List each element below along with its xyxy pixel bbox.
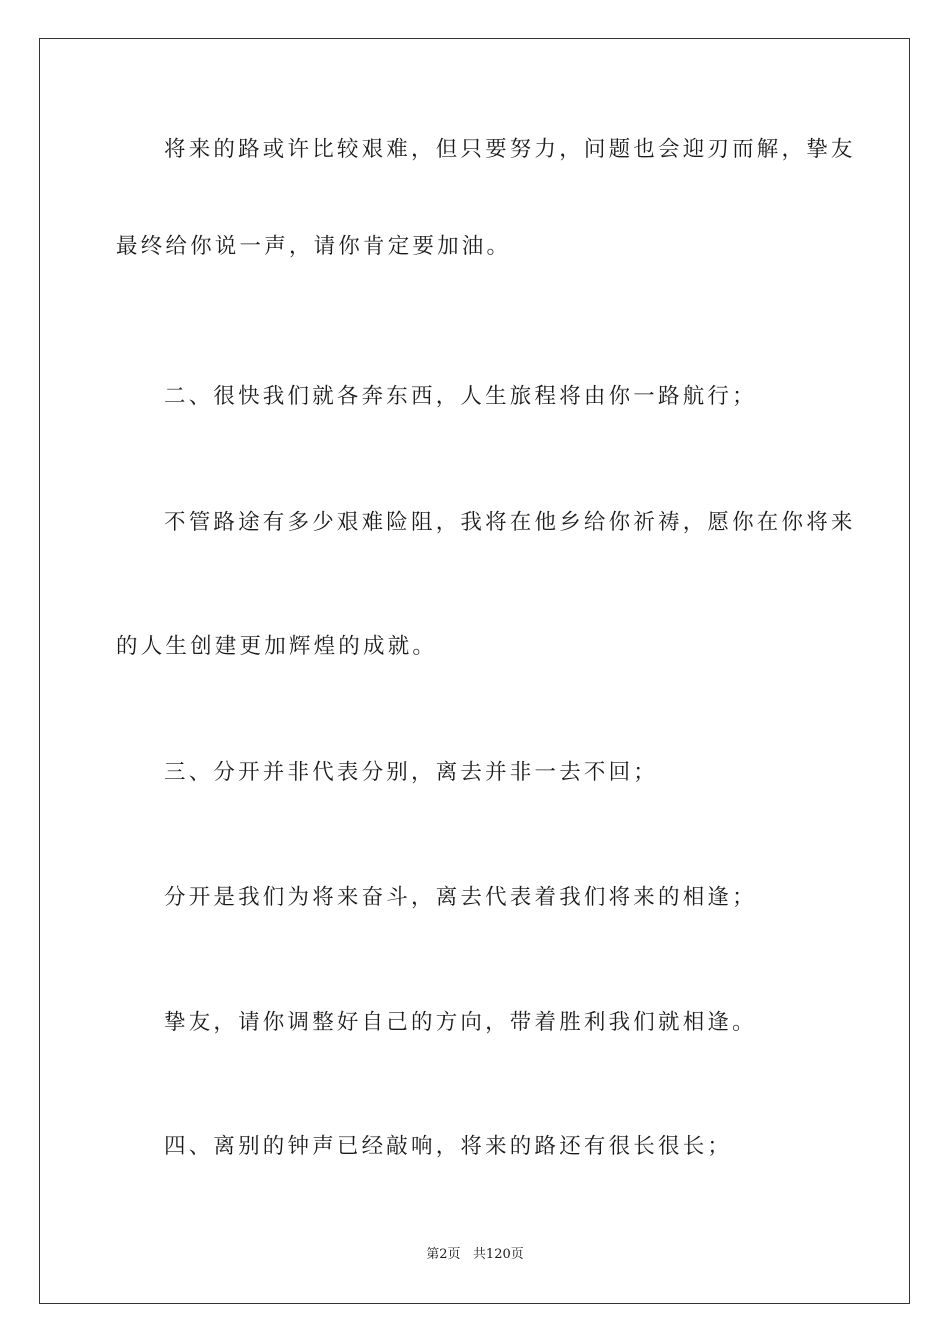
paragraph-line: 二、很快我们就各奔东西，人生旅程将由你一路航行；	[164, 384, 757, 409]
paragraph-line: 最终给你说一声，请你肯定要加油。	[116, 234, 512, 259]
paragraph-line: 分开是我们为将来奋斗，离去代表着我们将来的相逢；	[164, 885, 757, 910]
page-number: 第2页	[426, 1247, 461, 1262]
page-footer	[0, 1246, 950, 1264]
paragraph-line: 挚友，请你调整好自己的方向，带着胜利我们就相逢。	[164, 1010, 757, 1035]
paragraph-line: 将来的路或许比较艰难，但只要努力，问题也会迎刃而解，挚友	[164, 137, 856, 162]
paragraph-line: 三、分开并非代表分别，离去并非一去不回；	[164, 760, 659, 785]
paragraph-line: 四、离别的钟声已经敲响，将来的路还有很长很长；	[164, 1134, 733, 1159]
page-border	[39, 38, 910, 1304]
total-pages: 共120页	[472, 1247, 524, 1262]
paragraph-line: 不管路途有多少艰难险阻，我将在他乡给你祈祷，愿你在你将来	[164, 510, 856, 535]
paragraph-line: 的人生创建更加辉煌的成就。	[116, 634, 438, 659]
